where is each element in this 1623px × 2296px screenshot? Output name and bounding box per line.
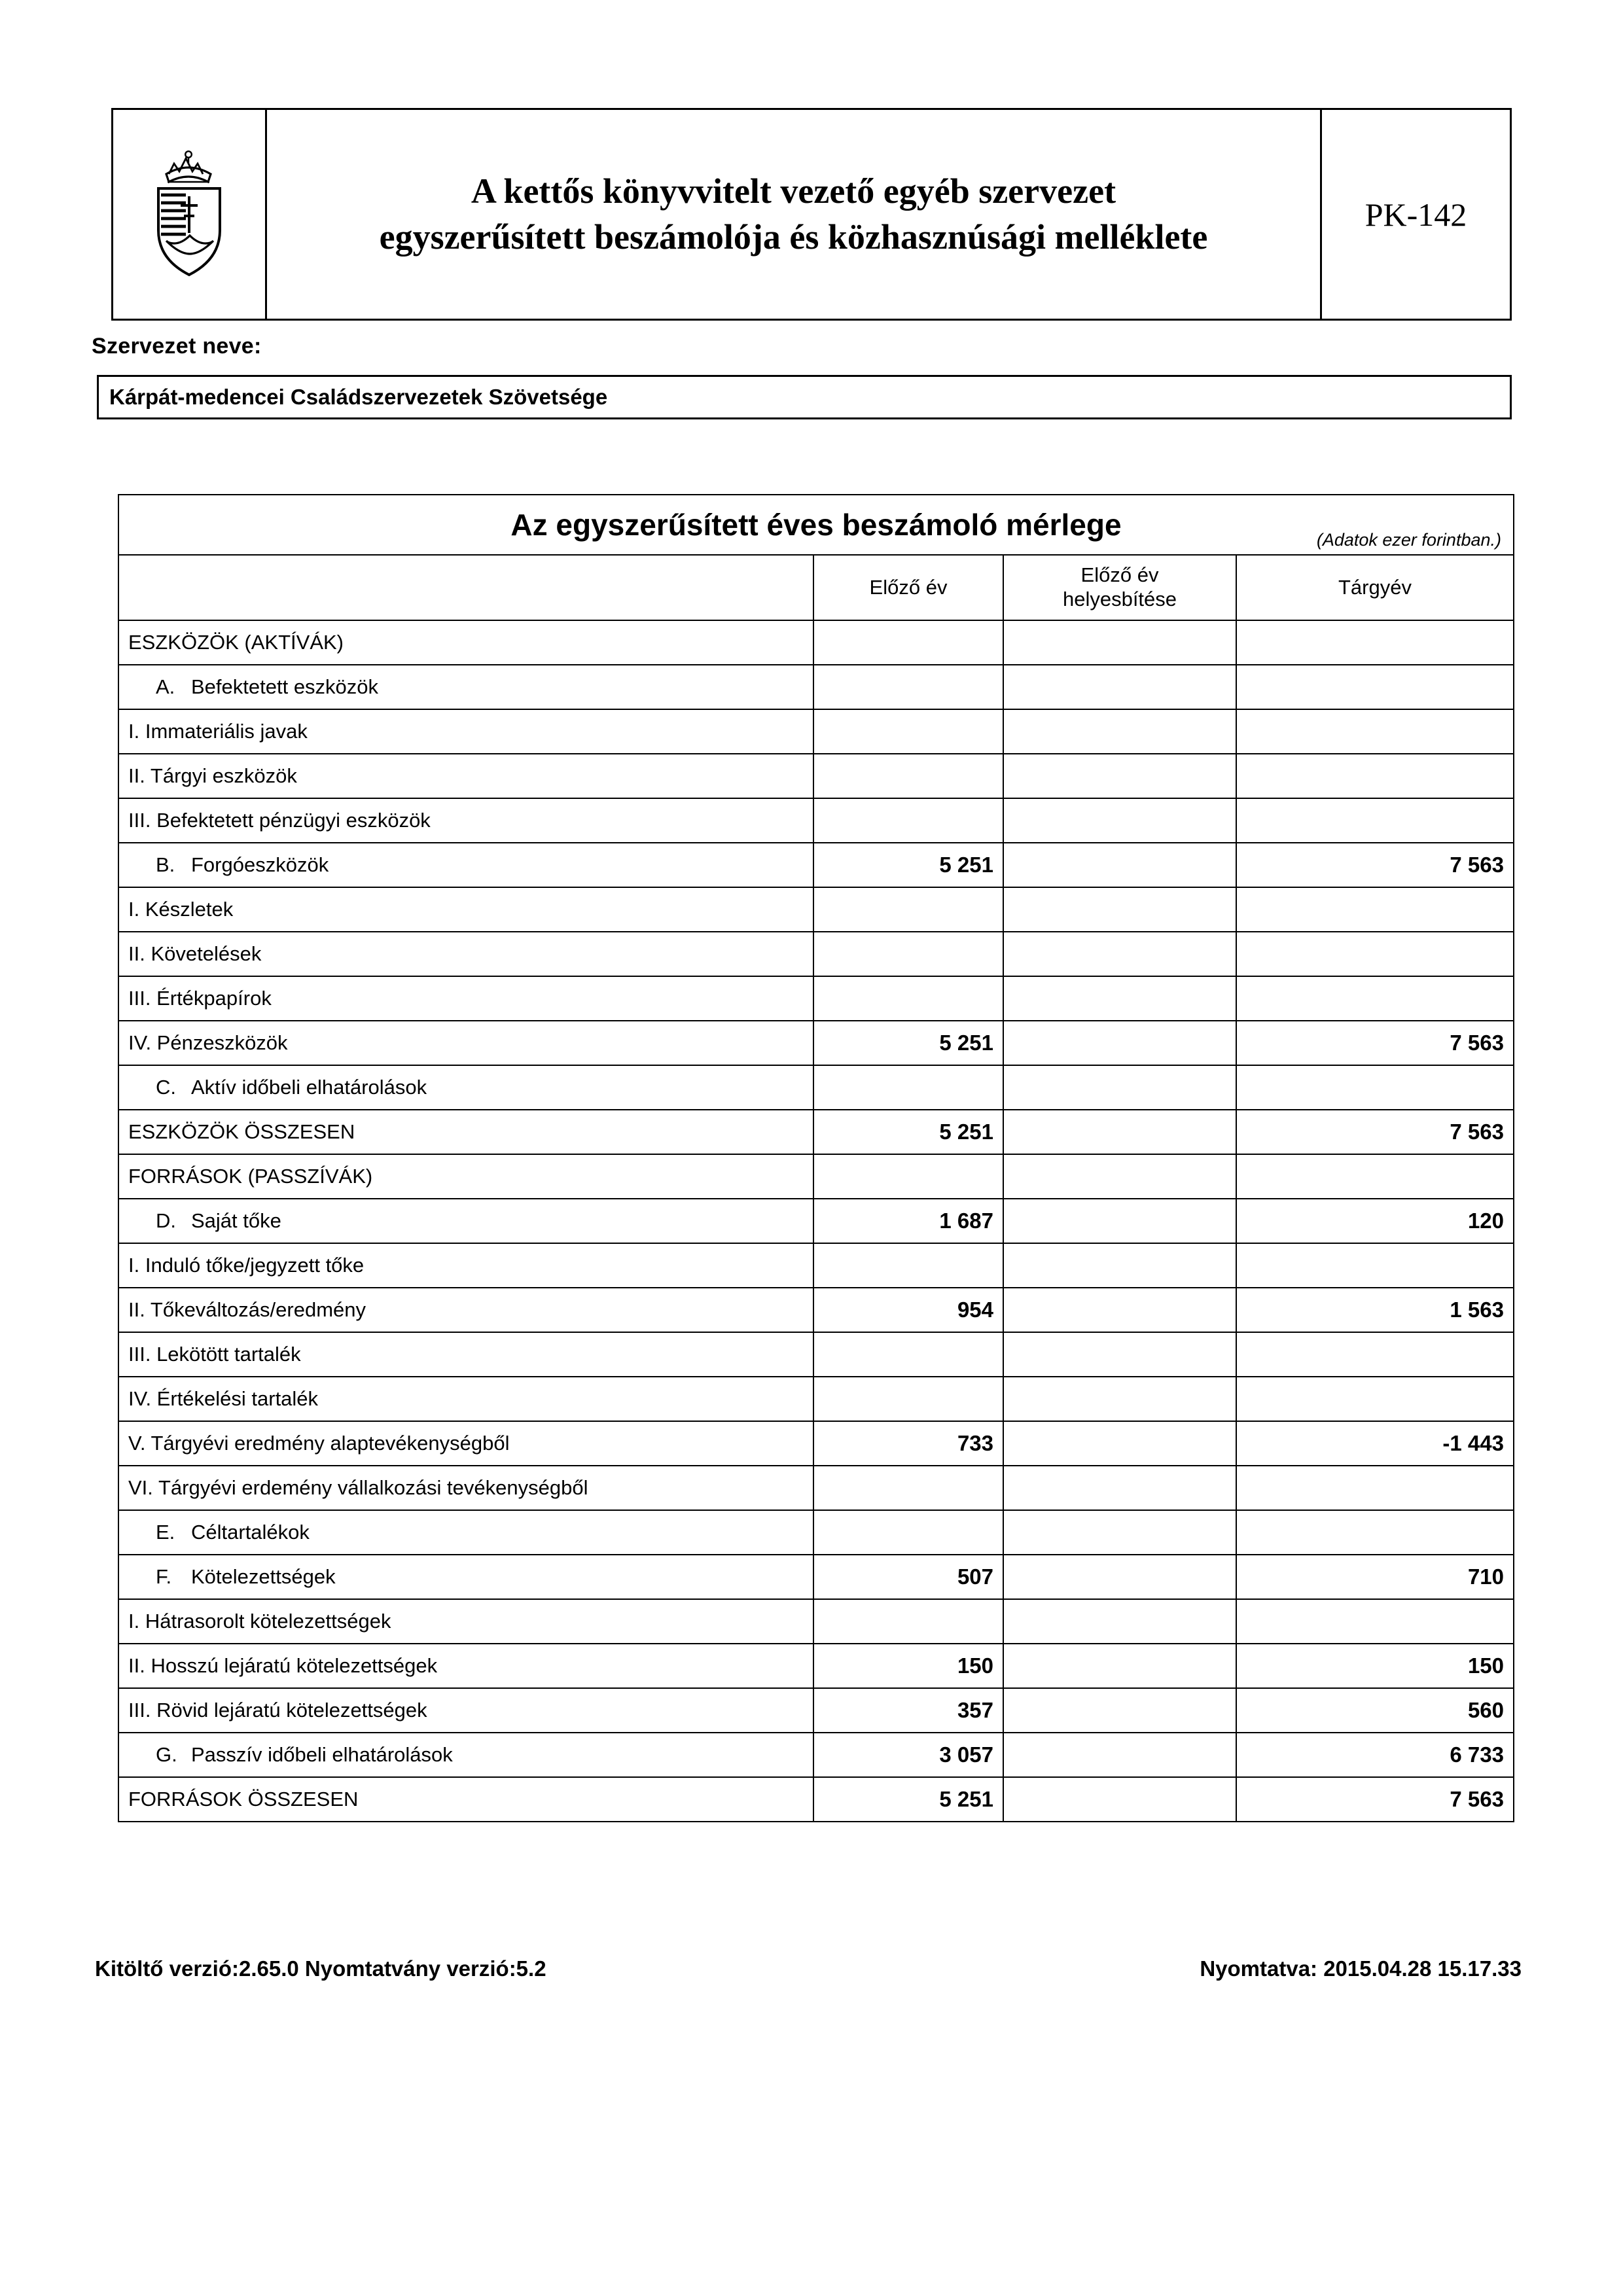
organization-label: Szervezet neve: xyxy=(92,334,262,359)
row-value-prev-year[interactable]: 3 057 xyxy=(813,1733,1003,1777)
row-label-cell xyxy=(118,932,813,976)
row-value-current-year[interactable]: 6 733 xyxy=(1236,1733,1514,1777)
row-value-current-year[interactable] xyxy=(1236,1065,1514,1110)
row-label: IV. Értékelési tartalék xyxy=(128,1387,319,1410)
row-label-cell xyxy=(118,1688,813,1733)
header-correction-line1: Előző év xyxy=(1080,563,1159,587)
row-value-current-year[interactable] xyxy=(1236,798,1514,843)
row-label: III. Lekötött tartalék xyxy=(128,1343,301,1366)
crest-cell xyxy=(113,110,267,319)
row-value-prev-year[interactable]: 5 251 xyxy=(813,843,1003,887)
row-value-correction[interactable] xyxy=(1003,1733,1236,1777)
row-value-current-year[interactable] xyxy=(1236,754,1514,798)
row-value-prev-year[interactable] xyxy=(813,1065,1003,1110)
row-label: III. Befektetett pénzügyi eszközök xyxy=(128,809,431,832)
row-label: Aktív időbeli elhatárolások xyxy=(191,1076,427,1099)
table-row xyxy=(118,1021,1514,1065)
row-label: I. Hátrasorolt kötelezettségek xyxy=(128,1610,391,1633)
row-value-current-year[interactable] xyxy=(1236,665,1514,709)
row-value-prev-year[interactable] xyxy=(813,665,1003,709)
row-value-correction[interactable] xyxy=(1003,665,1236,709)
row-value-prev-year[interactable] xyxy=(813,1243,1003,1288)
row-label-cell xyxy=(118,976,813,1021)
row-label-cell xyxy=(118,754,813,798)
row-label-cell xyxy=(118,1377,813,1421)
table-row xyxy=(118,1466,1514,1510)
row-value-prev-year[interactable] xyxy=(813,754,1003,798)
row-value-correction[interactable] xyxy=(1003,1288,1236,1332)
row-label: V. Tárgyévi eredmény alaptevékenységből xyxy=(128,1432,510,1455)
row-value-prev-year[interactable] xyxy=(813,709,1003,754)
row-label-cell xyxy=(118,1332,813,1377)
row-label-cell xyxy=(118,843,813,887)
row-label: II. Tárgyi eszközök xyxy=(128,764,297,787)
row-label: II. Hosszú lejáratú kötelezettségek xyxy=(128,1654,438,1677)
header-cell-empty xyxy=(118,555,813,620)
table-header-row xyxy=(118,555,1514,620)
row-value-current-year[interactable] xyxy=(1236,1243,1514,1288)
table-row xyxy=(118,798,1514,843)
row-value-correction[interactable] xyxy=(1003,1644,1236,1688)
row-value-prev-year[interactable] xyxy=(813,976,1003,1021)
form-title-line2: egyszerűsített beszámolója és közhasznúsági melléklete xyxy=(379,217,1208,256)
row-label: I. Készletek xyxy=(128,898,234,921)
row-letter: C. xyxy=(156,1076,176,1099)
row-value-current-year[interactable] xyxy=(1236,620,1514,665)
row-label-cell xyxy=(118,709,813,754)
row-label: I. Induló tőke/jegyzett tőke xyxy=(128,1254,365,1277)
row-value-prev-year[interactable]: 357 xyxy=(813,1688,1003,1733)
table-unit-note: (Adatok ezer forintban.) xyxy=(1316,530,1501,550)
balance-sheet-table-wrapper xyxy=(118,494,1513,1822)
row-value-current-year[interactable]: 7 563 xyxy=(1236,1777,1514,1822)
row-label: Forgóeszközök xyxy=(191,853,329,876)
table-row xyxy=(118,754,1514,798)
row-value-prev-year[interactable] xyxy=(813,1377,1003,1421)
row-label: Kötelezettségek xyxy=(191,1565,336,1588)
table-row xyxy=(118,1243,1514,1288)
row-value-current-year[interactable]: 710 xyxy=(1236,1555,1514,1599)
row-value-correction[interactable] xyxy=(1003,1332,1236,1377)
row-value-current-year[interactable] xyxy=(1236,1332,1514,1377)
table-row xyxy=(118,1065,1514,1110)
table-title: Az egyszerűsített éves beszámoló mérlege xyxy=(510,508,1122,542)
row-value-correction[interactable] xyxy=(1003,1777,1236,1822)
row-label-cell xyxy=(118,1065,813,1110)
row-label: FORRÁSOK (PASSZÍVÁK) xyxy=(128,1165,373,1188)
row-label-cell xyxy=(118,620,813,665)
row-value-correction[interactable] xyxy=(1003,709,1236,754)
table-row xyxy=(118,1199,1514,1243)
row-value-current-year[interactable] xyxy=(1236,932,1514,976)
row-value-prev-year[interactable]: 507 xyxy=(813,1555,1003,1599)
row-label: IV. Pénzeszközök xyxy=(128,1031,288,1054)
row-value-prev-year[interactable] xyxy=(813,932,1003,976)
row-label: ESZKÖZÖK ÖSSZESEN xyxy=(128,1120,355,1143)
row-value-current-year[interactable] xyxy=(1236,1154,1514,1199)
table-row xyxy=(118,1332,1514,1377)
row-value-prev-year[interactable] xyxy=(813,1599,1003,1644)
table-row xyxy=(118,1421,1514,1466)
row-label: I. Immateriális javak xyxy=(128,720,308,743)
table-row xyxy=(118,1377,1514,1421)
row-label-cell xyxy=(118,1154,813,1199)
row-label: II. Tőkeváltozás/eredmény xyxy=(128,1298,366,1321)
row-label: Befektetett eszközök xyxy=(191,675,379,698)
row-label-cell xyxy=(118,1243,813,1288)
table-row xyxy=(118,665,1514,709)
row-value-prev-year[interactable] xyxy=(813,1154,1003,1199)
table-row xyxy=(118,1599,1514,1644)
row-value-prev-year[interactable]: 5 251 xyxy=(813,1110,1003,1154)
table-row xyxy=(118,1688,1514,1733)
row-label: ESZKÖZÖK (AKTÍVÁK) xyxy=(128,631,344,654)
table-row xyxy=(118,932,1514,976)
header-cell-current-year: Tárgyév xyxy=(1236,555,1514,620)
row-value-current-year[interactable]: 7 563 xyxy=(1236,1021,1514,1065)
header-correction-line2: helyesbítése xyxy=(1062,588,1177,610)
form-code: PK-142 xyxy=(1320,110,1510,319)
row-label-cell xyxy=(118,1733,813,1777)
row-label: Saját tőke xyxy=(191,1209,281,1232)
row-value-correction[interactable] xyxy=(1003,1688,1236,1733)
table-row xyxy=(118,1733,1514,1777)
form-title-line1: A kettős könyvvitelt vezető egyéb szervezet xyxy=(471,171,1116,211)
row-value-correction[interactable] xyxy=(1003,1555,1236,1599)
row-value-prev-year[interactable]: 954 xyxy=(813,1288,1003,1332)
row-value-prev-year[interactable] xyxy=(813,1510,1003,1555)
row-value-current-year[interactable]: 560 xyxy=(1236,1688,1514,1733)
row-label-cell xyxy=(118,665,813,709)
table-row xyxy=(118,1777,1514,1822)
row-value-prev-year[interactable] xyxy=(813,1466,1003,1510)
row-letter: A. xyxy=(156,675,175,698)
balance-sheet-table xyxy=(118,494,1514,1822)
hungary-coat-of-arms-icon xyxy=(140,149,238,280)
row-value-current-year[interactable] xyxy=(1236,709,1514,754)
row-label-cell xyxy=(118,1555,813,1599)
table-row xyxy=(118,1644,1514,1688)
row-value-correction[interactable] xyxy=(1003,1466,1236,1510)
row-label-cell xyxy=(118,1777,813,1822)
row-value-current-year[interactable] xyxy=(1236,1510,1514,1555)
row-value-current-year[interactable]: 7 563 xyxy=(1236,1110,1514,1154)
table-row xyxy=(118,843,1514,887)
row-label: FORRÁSOK ÖSSZESEN xyxy=(128,1788,359,1810)
row-label-cell xyxy=(118,1021,813,1065)
row-label-cell xyxy=(118,1599,813,1644)
table-row xyxy=(118,1288,1514,1332)
row-label: III. Értékpapírok xyxy=(128,987,272,1010)
row-letter: D. xyxy=(156,1209,176,1232)
row-label-cell xyxy=(118,1510,813,1555)
table-row xyxy=(118,887,1514,932)
row-value-prev-year[interactable] xyxy=(813,1332,1003,1377)
row-value-current-year[interactable] xyxy=(1236,1377,1514,1421)
row-label-cell xyxy=(118,1199,813,1243)
row-value-current-year[interactable] xyxy=(1236,976,1514,1021)
row-value-prev-year[interactable]: 150 xyxy=(813,1644,1003,1688)
row-label-cell xyxy=(118,1421,813,1466)
row-label: Passzív időbeli elhatárolások xyxy=(191,1743,453,1766)
row-value-correction[interactable] xyxy=(1003,1421,1236,1466)
row-value-correction[interactable] xyxy=(1003,843,1236,887)
row-value-prev-year[interactable]: 733 xyxy=(813,1421,1003,1466)
table-row xyxy=(118,976,1514,1021)
row-value-current-year[interactable]: 7 563 xyxy=(1236,843,1514,887)
row-value-correction[interactable] xyxy=(1003,1110,1236,1154)
row-value-correction[interactable] xyxy=(1003,1510,1236,1555)
row-value-correction[interactable] xyxy=(1003,1377,1236,1421)
row-value-prev-year[interactable] xyxy=(813,887,1003,932)
row-value-correction[interactable] xyxy=(1003,976,1236,1021)
row-value-current-year[interactable]: 120 xyxy=(1236,1199,1514,1243)
row-label-cell xyxy=(118,887,813,932)
form-header xyxy=(111,108,1512,321)
footer-version: Kitöltő verzió:2.65.0 Nyomtatvány verzió:5.2 xyxy=(95,1956,546,1981)
table-row xyxy=(118,1154,1514,1199)
row-value-current-year[interactable]: 150 xyxy=(1236,1644,1514,1688)
row-value-current-year[interactable]: -1 443 xyxy=(1236,1421,1514,1466)
row-value-correction[interactable] xyxy=(1003,754,1236,798)
organization-name-field[interactable]: Kárpát-medencei Családszervezetek Szövetsége xyxy=(97,375,1512,419)
row-value-correction[interactable] xyxy=(1003,1021,1236,1065)
row-label: II. Követelések xyxy=(128,942,262,965)
row-value-current-year[interactable] xyxy=(1236,887,1514,932)
row-letter: G. xyxy=(156,1743,177,1766)
row-value-correction[interactable] xyxy=(1003,1243,1236,1288)
row-value-current-year[interactable] xyxy=(1236,1466,1514,1510)
row-value-prev-year[interactable]: 5 251 xyxy=(813,1777,1003,1822)
header-cell-correction xyxy=(1003,555,1236,620)
row-value-correction[interactable] xyxy=(1003,620,1236,665)
row-letter: F. xyxy=(156,1565,172,1588)
row-label-cell xyxy=(118,798,813,843)
table-title-row xyxy=(118,495,1514,555)
row-value-correction[interactable] xyxy=(1003,887,1236,932)
table-row xyxy=(118,1510,1514,1555)
row-label: III. Rövid lejáratú kötelezettségek xyxy=(128,1699,427,1722)
row-value-current-year[interactable]: 1 563 xyxy=(1236,1288,1514,1332)
row-label: VI. Tárgyévi erdemény vállalkozási tevékenységből xyxy=(128,1476,588,1499)
table-row xyxy=(118,709,1514,754)
row-value-prev-year[interactable]: 1 687 xyxy=(813,1199,1003,1243)
row-label-cell xyxy=(118,1466,813,1510)
row-label-cell xyxy=(118,1644,813,1688)
row-value-correction[interactable] xyxy=(1003,1199,1236,1243)
row-value-prev-year[interactable]: 5 251 xyxy=(813,1021,1003,1065)
table-row xyxy=(118,620,1514,665)
row-value-prev-year[interactable] xyxy=(813,798,1003,843)
row-label-cell xyxy=(118,1110,813,1154)
row-value-correction[interactable] xyxy=(1003,1154,1236,1199)
row-value-current-year[interactable] xyxy=(1236,1599,1514,1644)
row-value-correction[interactable] xyxy=(1003,932,1236,976)
row-value-correction[interactable] xyxy=(1003,798,1236,843)
row-value-correction[interactable] xyxy=(1003,1599,1236,1644)
form-title xyxy=(267,110,1320,319)
row-label-cell xyxy=(118,1288,813,1332)
row-letter: E. xyxy=(156,1521,175,1544)
table-row xyxy=(118,1110,1514,1154)
header-cell-prev-year: Előző év xyxy=(813,555,1003,620)
row-letter: B. xyxy=(156,853,175,876)
row-value-correction[interactable] xyxy=(1003,1065,1236,1110)
footer-print-time: Nyomtatva: 2015.04.28 15.17.33 xyxy=(1200,1956,1522,1981)
row-value-prev-year[interactable] xyxy=(813,620,1003,665)
row-label: Céltartalékok xyxy=(191,1521,310,1544)
table-row xyxy=(118,1555,1514,1599)
